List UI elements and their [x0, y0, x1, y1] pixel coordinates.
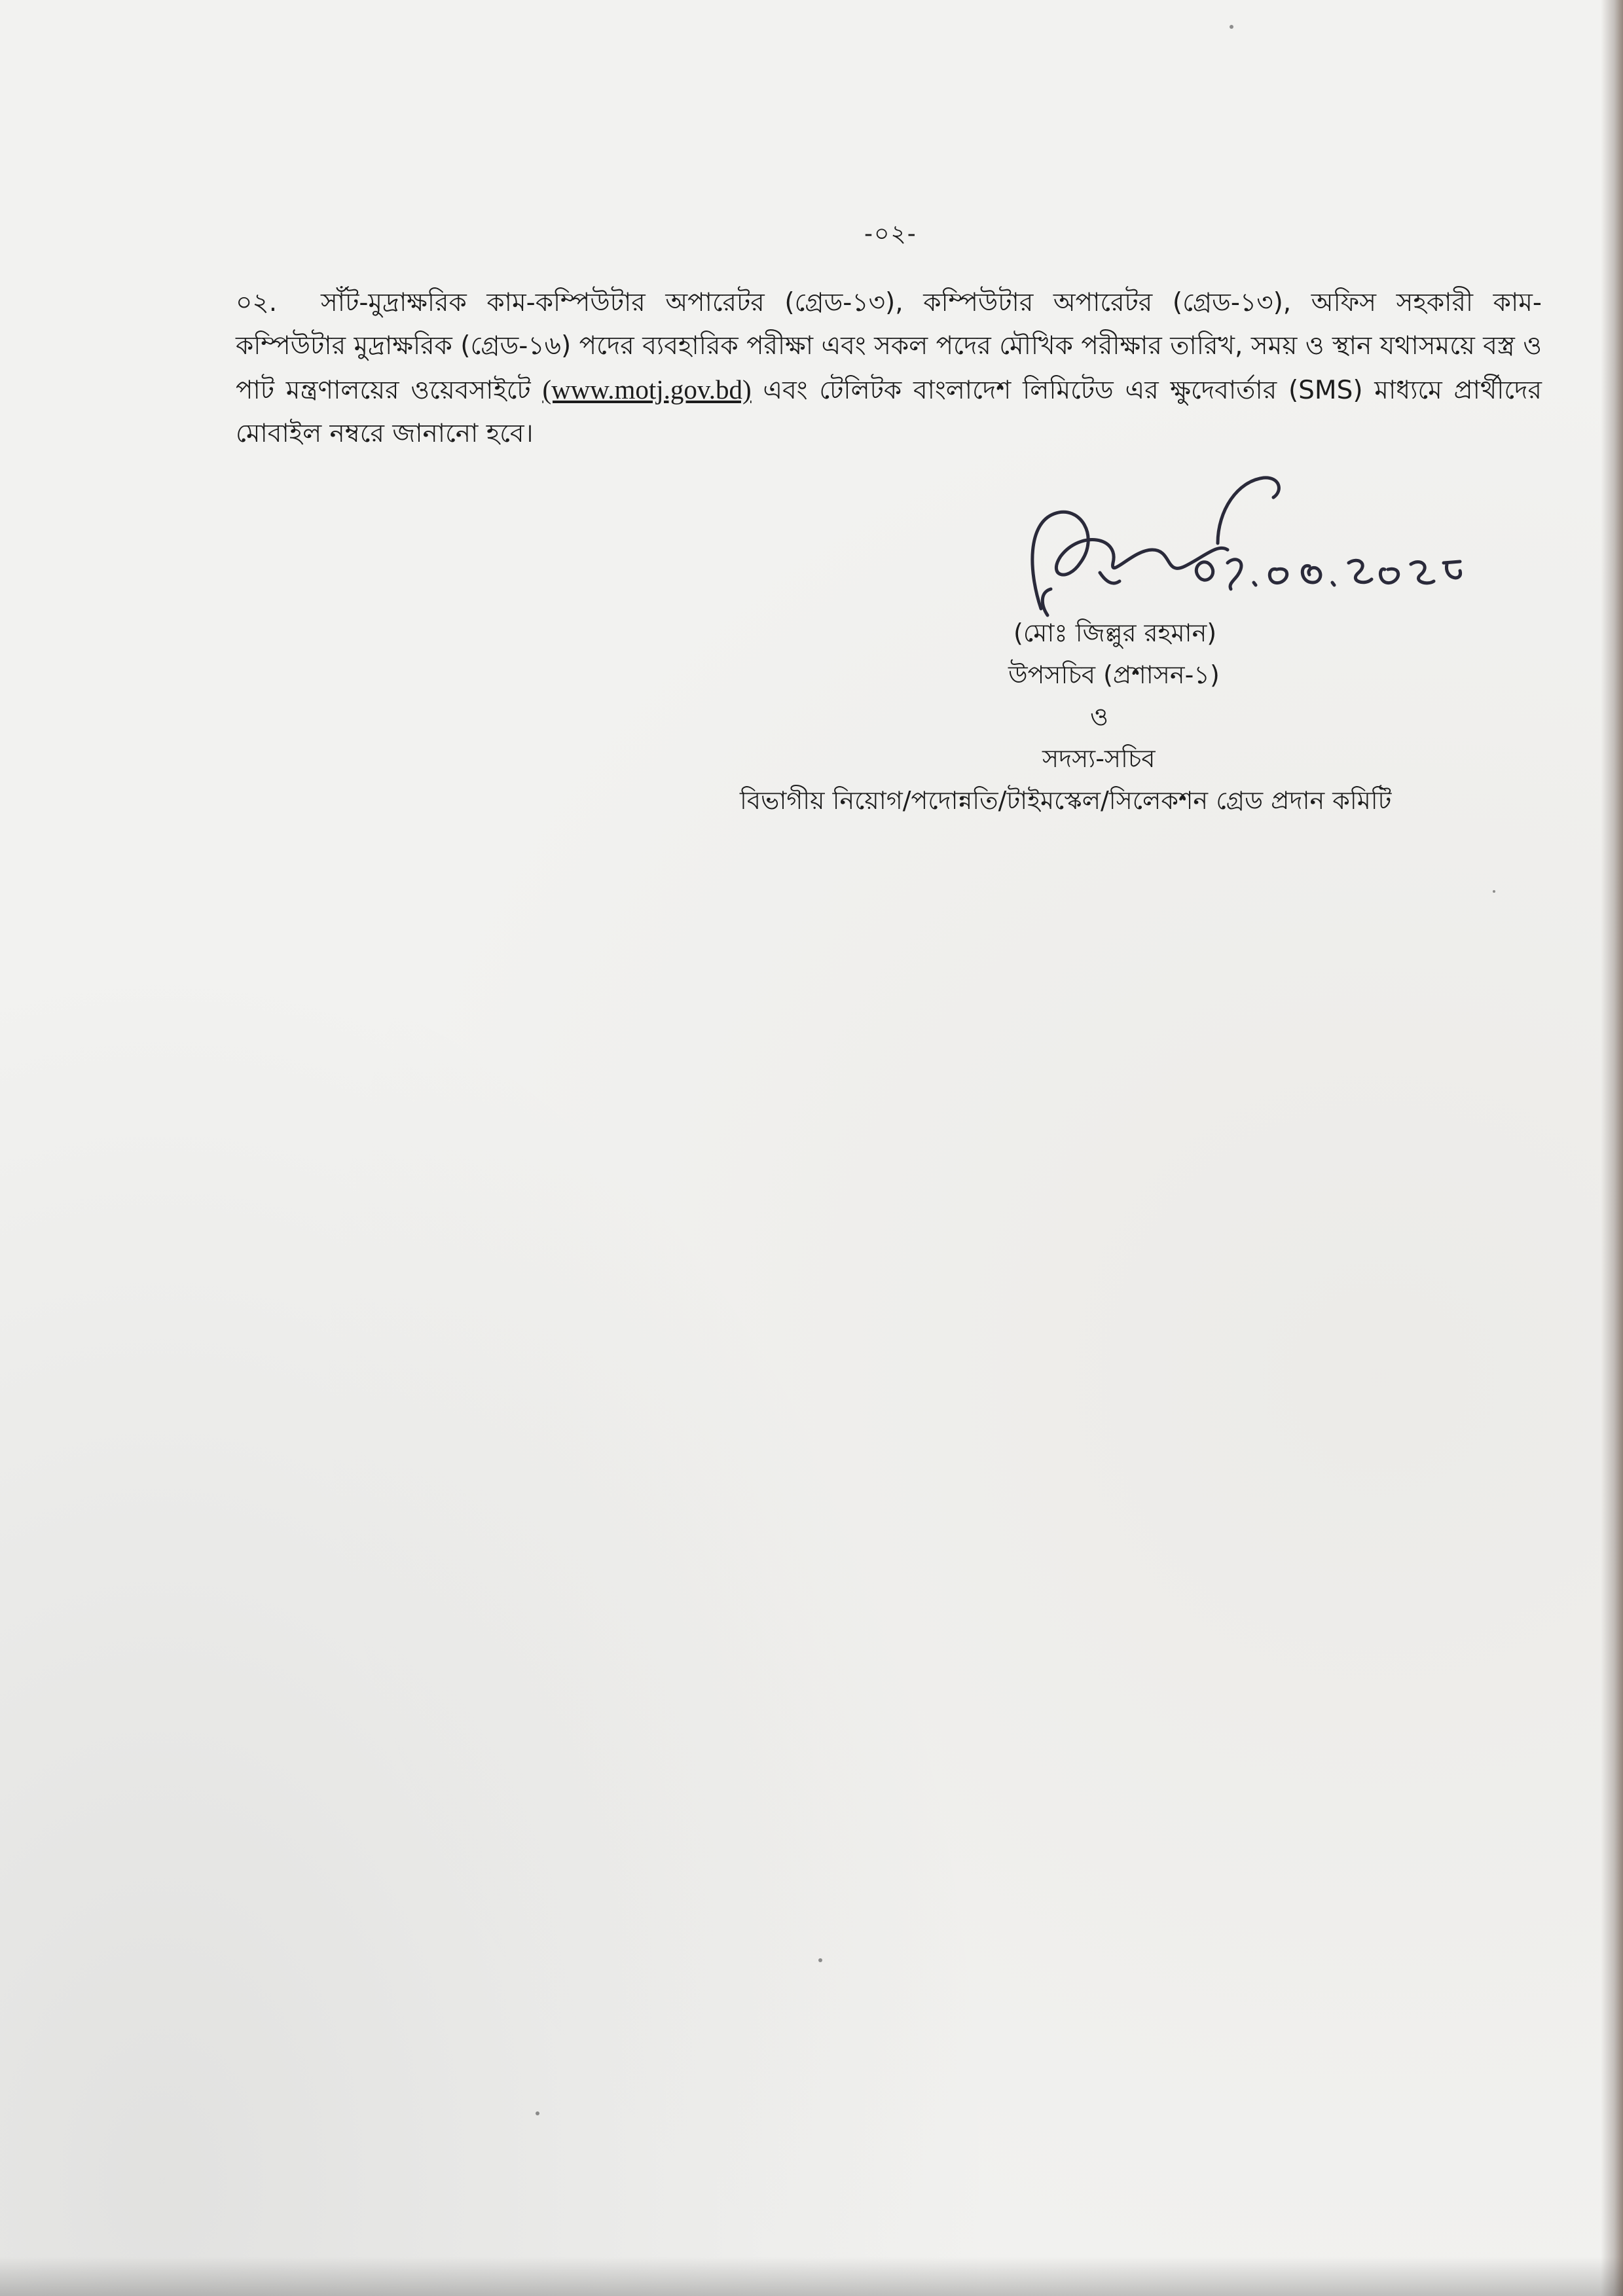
signatory-conjunction: ও: [1090, 702, 1108, 731]
scan-speck: [536, 2111, 539, 2115]
paragraph-text-before-link: সাঁট-মুদ্রাক্ষরিক কাম-কম্পিউটার অপারেটর (গ্রেড-১৩), কম্পিউটার অপারেটর (গ্রেড-১৩), অফিস সহকারী কাম-কম্পিউটার মুদ্রাক্ষরিক (গ্রেড-১৬) পদের ব্যবহারিক পরীক্ষা এবং সকল পদের মৌখিক পরীক্ষার তারিখ, সময় ও স্থান যথাসময়ে বস্ত্র ও পাট মন্ত্রণালয়ের ওয়েবসাইটে: [236, 288, 1542, 405]
handwritten-signature: [1002, 452, 1499, 622]
signatory-committee: বিভাগীয় নিয়োগ/পদোন্নতি/টাইমস্কেল/সিলেকশন গ্রেড প্রদান কমিটি: [740, 786, 1392, 815]
body-paragraph: [236, 281, 1542, 456]
scan-speck: [1493, 890, 1495, 893]
paragraph-text-after-link: এবং টেলিটক বাংলাদেশ লিমিটেড এর ক্ষুদেবার্তার (SMS) মাধ্যমে প্রার্থীদের মোবাইল নম্বরে জানানো হবে।: [236, 376, 1542, 448]
page-number: -০২-: [864, 221, 917, 247]
signatory-role: সদস্য-সচিব: [1042, 744, 1156, 773]
scan-speck: [818, 1958, 822, 1962]
signatory-name: (মোঃ জিল্লুর রহমান): [1013, 619, 1217, 647]
scan-edge-shadow: [1601, 0, 1623, 2296]
paragraph-number: ০২.: [236, 288, 278, 317]
scan-bottom-shadow: [0, 2257, 1623, 2296]
website-link[interactable]: (www.motj.gov.bd): [542, 374, 752, 404]
signatory-designation: উপসচিব (প্রশাসন-১): [1008, 660, 1220, 689]
scan-speck: [1230, 25, 1233, 29]
